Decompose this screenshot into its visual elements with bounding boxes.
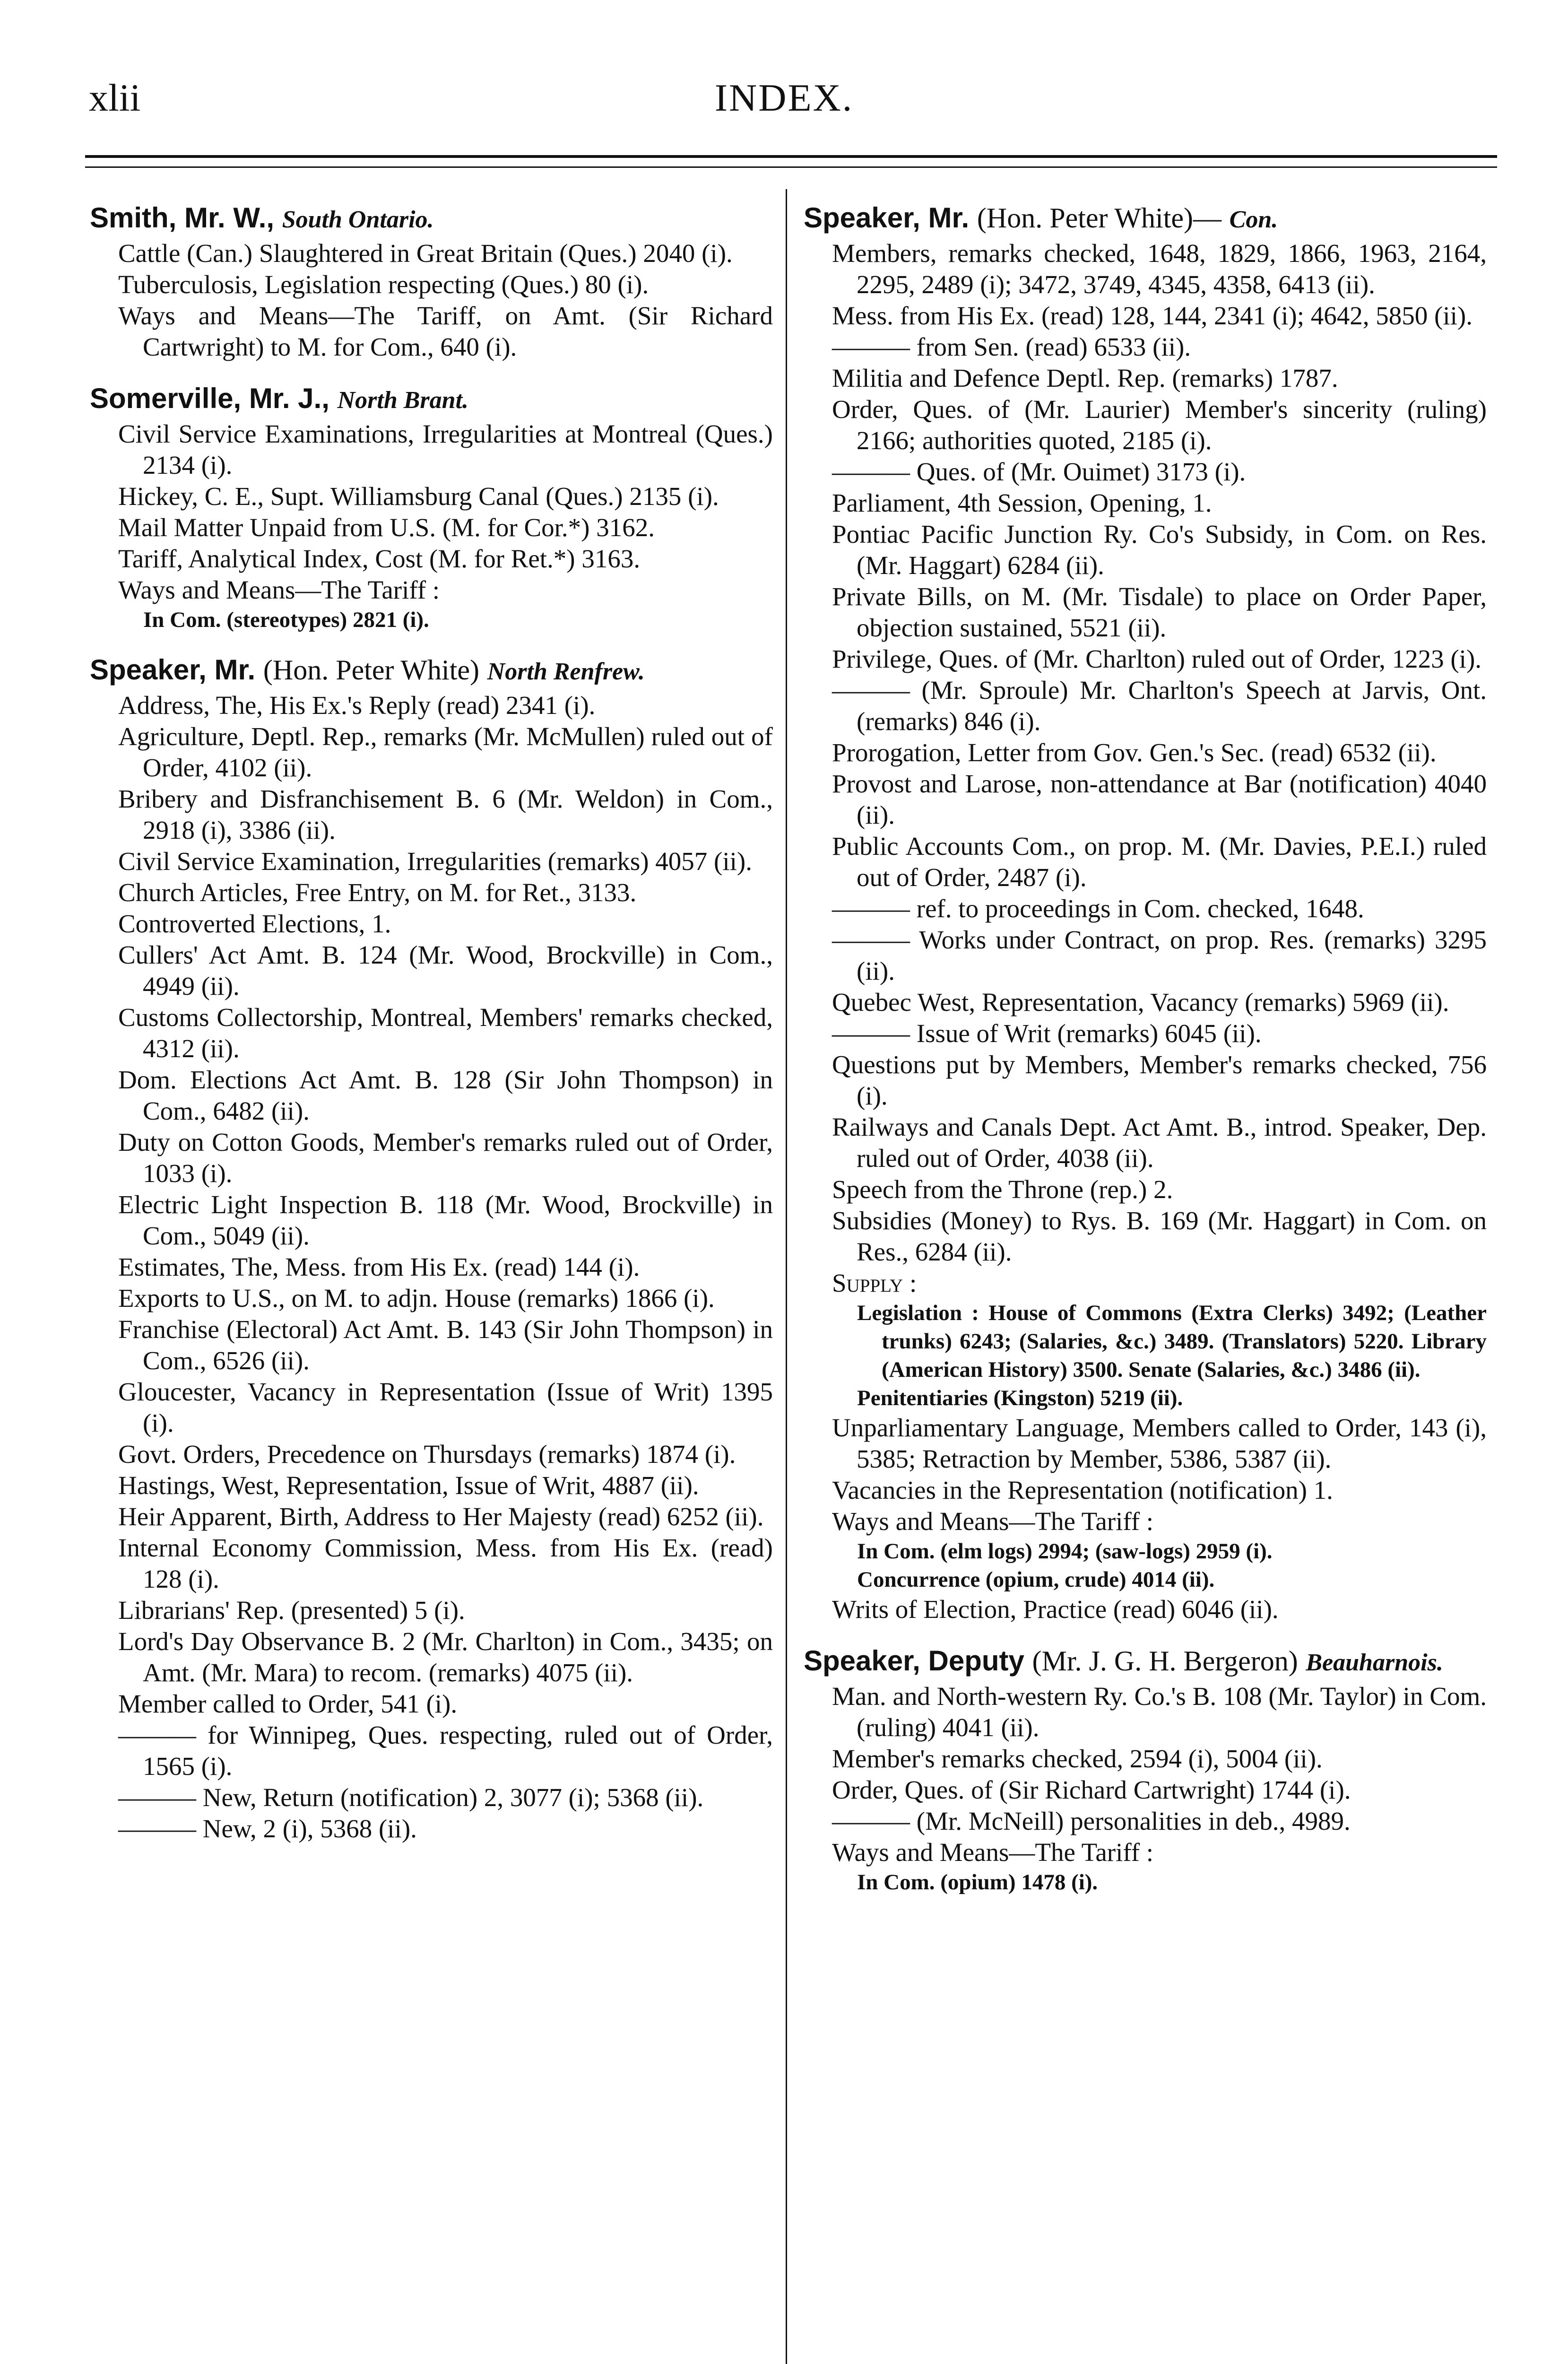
index-item: Prorogation, Letter from Gov. Gen.'s Sec. (read) 6532 (ii). [832, 738, 1437, 767]
index-item: Subsidies (Money) to Rys. B. 169 (Mr. Haggart) in Com. on Res., 6284 (ii). [832, 1206, 1487, 1266]
index-entry [90, 653, 773, 1844]
index-item: Ways and Means—The Tariff : [832, 1838, 1154, 1867]
index-item: Ways and Means—The Tariff : [832, 1507, 1154, 1536]
index-item: ——— ref. to proceedings in Com. checked, 1648. [832, 894, 1364, 923]
index-item: Man. and North-western Ry. Co.'s B. 108 (Mr. Taylor) in Com. (ruling) 4041 (ii). [832, 1682, 1487, 1742]
header-rule-thin [85, 166, 1497, 168]
index-subitem: In Com. (opium) 1478 (i). [857, 1870, 1098, 1895]
entry-heading [804, 1644, 1487, 1680]
index-item: Bribery and Disfranchisement B. 6 (Mr. Weldon) in Com., 2918 (i), 3386 (ii). [118, 784, 773, 844]
index-item: Tariff, Analytical Index, Cost (M. for Ret.*) 3163. [118, 544, 641, 573]
index-item: Address, The, His Ex.'s Reply (read) 2341 (i). [118, 691, 596, 720]
index-item: Supply : [832, 1269, 917, 1297]
index-item: Privilege, Ques. of (Mr. Charlton) ruled out of Order, 1223 (i). [832, 644, 1482, 673]
entry-heading-name: Somerville, Mr. J., [90, 382, 329, 414]
index-item: Ways and Means—The Tariff : [118, 575, 440, 604]
index-item: Vacancies in the Representation (notification) 1. [832, 1476, 1333, 1504]
entry-heading-constituency: Beauharnois. [1306, 1649, 1443, 1676]
entry-heading [90, 201, 773, 237]
left-column [90, 201, 773, 1863]
entry-heading-constituency: North Renfrew. [487, 658, 645, 685]
index-item: Hastings, West, Representation, Issue of Writ, 4887 (ii). [118, 1471, 699, 1500]
index-item: Quebec West, Representation, Vacancy (remarks) 5969 (ii). [832, 988, 1449, 1017]
index-item: Franchise (Electoral) Act Amt. B. 143 (Sir John Thompson) in Com., 6526 (ii). [118, 1315, 773, 1375]
entry-heading-constituency: Con. [1229, 206, 1278, 233]
index-subitem: In Com. (elm logs) 2994; (saw-logs) 2959 (i). [857, 1539, 1273, 1564]
right-column [804, 201, 1487, 1915]
entry-heading-constituency: South Ontario. [282, 206, 434, 233]
index-item: Speech from the Throne (rep.) 2. [832, 1175, 1173, 1204]
index-item: ——— (Mr. McNeill) personalities in deb., 4989. [832, 1807, 1351, 1835]
entry-heading-name: Speaker, Mr. [804, 202, 970, 234]
index-item: Exports to U.S., on M. to adjn. House (remarks) 1866 (i). [118, 1284, 715, 1312]
entry-heading-name: Speaker, Mr. [90, 654, 256, 686]
index-item: ——— Works under Contract, on prop. Res. (remarks) 3295 (ii). [832, 925, 1487, 985]
index-item: Members, remarks checked, 1648, 1829, 1866, 1963, 2164, 2295, 2489 (i); 3472, 3749, 4345, 4358, 6413 (ii). [832, 239, 1487, 299]
index-item: Public Accounts Com., on prop. M. (Mr. Davies, P.E.I.) ruled out of Order, 2487 (i). [832, 832, 1487, 892]
index-entry [90, 201, 773, 363]
index-item: Cullers' Act Amt. B. 124 (Mr. Wood, Brockville) in Com., 4949 (ii). [118, 940, 773, 1000]
index-item: Questions put by Members, Member's remarks checked, 756 (i). [832, 1050, 1487, 1110]
index-subitem: Penitentiaries (Kingston) 5219 (ii). [857, 1386, 1183, 1410]
index-item: Tuberculosis, Legislation respecting (Ques.) 80 (i). [118, 270, 649, 299]
index-item: Gloucester, Vacancy in Representation (Issue of Writ) 1395 (i). [118, 1377, 773, 1437]
index-item: Pontiac Pacific Junction Ry. Co's Subsidy, in Com. on Res. (Mr. Haggart) 6284 (ii). [832, 520, 1487, 580]
index-entry [804, 201, 1487, 1625]
index-item: Internal Economy Commission, Mess. from His Ex. (read) 128 (i). [118, 1533, 773, 1593]
page-title: INDEX. [714, 76, 854, 119]
index-item: Writs of Election, Practice (read) 6046 (ii). [832, 1595, 1279, 1624]
header-rule-thick [85, 155, 1497, 158]
index-item: Govt. Orders, Precedence on Thursdays (remarks) 1874 (i). [118, 1440, 736, 1469]
entry-heading-title: (Hon. Peter White) [263, 654, 479, 686]
index-item: Electric Light Inspection B. 118 (Mr. Wood, Brockville) in Com., 5049 (ii). [118, 1190, 773, 1250]
index-item: ——— (Mr. Sproule) Mr. Charlton's Speech at Jarvis, Ont. (remarks) 846 (i). [832, 676, 1487, 736]
index-item: Provost and Larose, non-attendance at Bar (notification) 4040 (ii). [832, 769, 1487, 829]
entry-heading [90, 653, 773, 689]
index-item: Member's remarks checked, 2594 (i), 5004 (ii). [832, 1744, 1323, 1773]
index-item: Parliament, 4th Session, Opening, 1. [832, 488, 1212, 517]
index-item: ——— New, Return (notification) 2, 3077 (i); 5368 (ii). [118, 1783, 704, 1812]
column-divider [786, 189, 787, 2364]
index-item: Customs Collectorship, Montreal, Members' remarks checked, 4312 (ii). [118, 1003, 773, 1063]
entry-heading [804, 201, 1487, 237]
index-item: Private Bills, on M. (Mr. Tisdale) to place on Order Paper, objection sustained, 5521 (ii). [832, 582, 1487, 642]
entry-heading [90, 382, 773, 417]
index-item: ——— Issue of Writ (remarks) 6045 (ii). [832, 1019, 1262, 1048]
entry-heading-title: (Hon. Peter White)— [977, 202, 1221, 234]
index-item: Controverted Elections, 1. [118, 909, 391, 938]
index-item: Mess. from His Ex. (read) 128, 144, 2341 (i); 4642, 5850 (ii). [832, 301, 1473, 330]
index-item: Militia and Defence Deptl. Rep. (remarks) 1787. [832, 364, 1338, 392]
index-item: Ways and Means—The Tariff, on Amt. (Sir Richard Cartwright) to M. for Com., 640 (i). [118, 301, 773, 361]
entry-heading-name: Speaker, Deputy [804, 1645, 1024, 1677]
index-item: Heir Apparent, Birth, Address to Her Majesty (read) 6252 (ii). [118, 1502, 764, 1531]
index-item: Order, Ques. of (Mr. Laurier) Member's sincerity (ruling) 2166; authorities quoted, 2185 (i). [832, 395, 1487, 455]
index-item: Church Articles, Free Entry, on M. for Ret., 3133. [118, 878, 637, 907]
entry-heading-name: Smith, Mr. W., [90, 202, 275, 234]
index-item: Dom. Elections Act Amt. B. 128 (Sir John Thompson) in Com., 6482 (ii). [118, 1065, 773, 1125]
entry-heading-title: (Mr. J. G. H. Bergeron) [1032, 1645, 1298, 1677]
index-item: Duty on Cotton Goods, Member's remarks ruled out of Order, 1033 (i). [118, 1128, 773, 1188]
index-item: Lord's Day Observance B. 2 (Mr. Charlton) in Com., 3435; on Amt. (Mr. Mara) to recom. (remarks) 4075 (ii). [118, 1627, 773, 1687]
index-item: Agriculture, Deptl. Rep., remarks (Mr. McMullen) ruled out of Order, 4102 (ii). [118, 722, 773, 782]
page-header [0, 0, 1568, 156]
index-item: Member called to Order, 541 (i). [118, 1689, 458, 1718]
index-item: Railways and Canals Dept. Act Amt. B., introd. Speaker, Dep. ruled out of Order, 4038 (ii). [832, 1112, 1487, 1173]
index-item: Hickey, C. E., Supt. Williamsburg Canal (Ques.) 2135 (i). [118, 482, 719, 511]
index-item: ——— from Sen. (read) 6533 (ii). [832, 332, 1191, 361]
page-number: xlii [89, 76, 141, 119]
index-item: Order, Ques. of (Sir Richard Cartwright) 1744 (i). [832, 1775, 1351, 1804]
index-item: ——— Ques. of (Mr. Ouimet) 3173 (i). [832, 457, 1246, 486]
index-entry [804, 1644, 1487, 1896]
index-item: Librarians' Rep. (presented) 5 (i). [118, 1596, 465, 1625]
index-subitem: Legislation : House of Commons (Extra Clerks) 3492; (Leather trunks) 6243; (Salaries, &c.) 3489. (Translators) 5220. Library (American History) 3500. Senate (Salaries, &c.) 3486 (ii). [857, 1301, 1487, 1382]
index-item: ——— New, 2 (i), 5368 (ii). [118, 1814, 417, 1843]
index-subitem: Concurrence (opium, crude) 4014 (ii). [857, 1567, 1215, 1592]
index-entry [90, 382, 773, 634]
index-item: Unparliamentary Language, Members called to Order, 143 (i), 5385; Retraction by Member, 5386, 5387 (ii). [832, 1413, 1487, 1473]
index-item: Civil Service Examinations, Irregularities at Montreal (Ques.) 2134 (i). [118, 419, 773, 479]
index-item: Estimates, The, Mess. from His Ex. (read) 144 (i). [118, 1252, 640, 1281]
index-item: ——— for Winnipeg, Ques. respecting, ruled out of Order, 1565 (i). [118, 1721, 773, 1781]
index-item: Mail Matter Unpaid from U.S. (M. for Cor.*) 3162. [118, 513, 655, 542]
index-subitem: In Com. (stereotypes) 2821 (i). [143, 608, 429, 632]
index-item: Civil Service Examination, Irregularities (remarks) 4057 (ii). [118, 847, 752, 876]
index-item: Cattle (Can.) Slaughtered in Great Britain (Ques.) 2040 (i). [118, 239, 733, 268]
entry-heading-constituency: North Brant. [337, 387, 469, 414]
